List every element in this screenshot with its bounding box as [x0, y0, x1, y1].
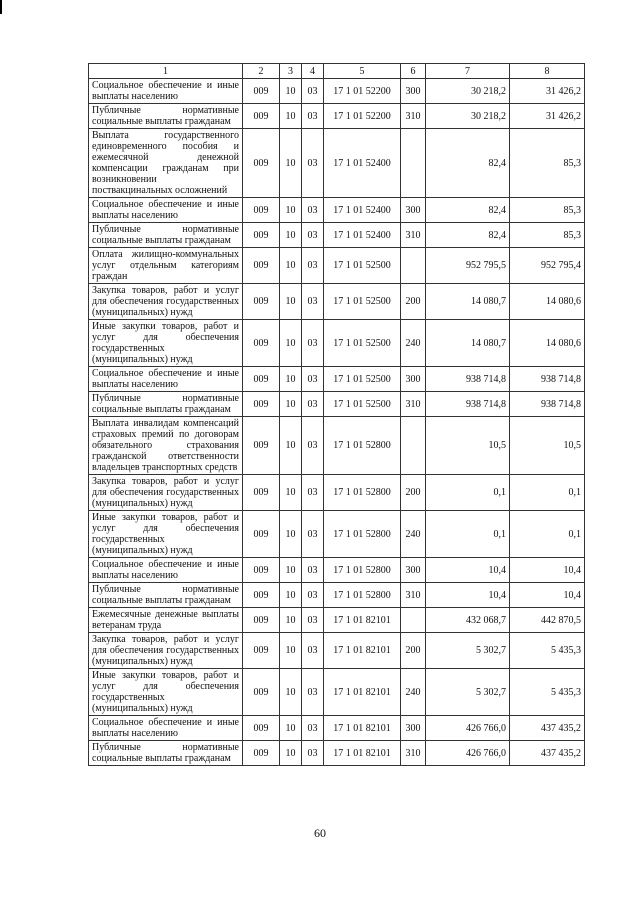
cell-amount-year-1: 0,1	[426, 475, 510, 511]
cell-section: 10	[280, 669, 302, 716]
table-row	[89, 320, 585, 367]
row-description: Оплата жилищно-коммунальных услуг отдельным категориям граждан	[89, 248, 243, 284]
cell-target-article: 17 1 01 82101	[324, 633, 401, 669]
cell-subsection: 03	[302, 129, 324, 198]
cell-amount-year-1: 82,4	[426, 198, 510, 223]
cell-expense-type: 310	[401, 741, 426, 766]
cell-amount-year-2: 85,3	[510, 198, 585, 223]
cell-expense-type: 300	[401, 198, 426, 223]
col-header-6: 6	[401, 64, 426, 79]
cell-amount-year-1: 426 766,0	[426, 716, 510, 741]
row-description: Публичные нормативные социальные выплаты гражданам	[89, 104, 243, 129]
table-row	[89, 417, 585, 475]
cell-amount-year-1: 938 714,8	[426, 367, 510, 392]
row-description: Иные закупки товаров, работ и услуг для обеспечения государственных (муниципальных) нужд	[89, 669, 243, 716]
cell-amount-year-2: 0,1	[510, 475, 585, 511]
table-row	[89, 198, 585, 223]
cell-target-article: 17 1 01 82101	[324, 741, 401, 766]
table-row	[89, 129, 585, 198]
cell-section: 10	[280, 320, 302, 367]
cell-expense-type: 300	[401, 79, 426, 104]
cell-target-article: 17 1 01 52500	[324, 248, 401, 284]
cell-ministry-code: 009	[243, 79, 280, 104]
cell-amount-year-1: 10,5	[426, 417, 510, 475]
cell-expense-type: 310	[401, 223, 426, 248]
row-description: Иные закупки товаров, работ и услуг для обеспечения государственных (муниципальных) нужд	[89, 511, 243, 558]
table-row	[89, 716, 585, 741]
cell-expense-type: 310	[401, 392, 426, 417]
cell-section: 10	[280, 198, 302, 223]
cell-section: 10	[280, 79, 302, 104]
row-description: Выплата государственного единовременного пособия и ежемесячной денежной компенсации гражданам при возникновении поствакцинальных осложнений	[89, 129, 243, 198]
cell-expense-type: 240	[401, 320, 426, 367]
cell-section: 10	[280, 741, 302, 766]
cell-ministry-code: 009	[243, 716, 280, 741]
cell-ministry-code: 009	[243, 129, 280, 198]
cell-expense-type: 200	[401, 633, 426, 669]
cell-section: 10	[280, 511, 302, 558]
cell-amount-year-2: 14 080,6	[510, 284, 585, 320]
cell-section: 10	[280, 417, 302, 475]
cell-amount-year-2: 938 714,8	[510, 367, 585, 392]
cell-amount-year-2: 952 795,4	[510, 248, 585, 284]
row-description: Социальное обеспечение и иные выплаты населению	[89, 79, 243, 104]
cell-section: 10	[280, 716, 302, 741]
cell-target-article: 17 1 01 52200	[324, 79, 401, 104]
cell-subsection: 03	[302, 104, 324, 129]
cell-expense-type: 300	[401, 558, 426, 583]
cell-expense-type: 300	[401, 367, 426, 392]
cell-subsection: 03	[302, 633, 324, 669]
cell-expense-type: 310	[401, 104, 426, 129]
table-row	[89, 583, 585, 608]
cell-subsection: 03	[302, 284, 324, 320]
cell-subsection: 03	[302, 558, 324, 583]
row-description: Закупка товаров, работ и услуг для обеспечения государственных (муниципальных) нужд	[89, 633, 243, 669]
col-header-7: 7	[426, 64, 510, 79]
cell-target-article: 17 1 01 52500	[324, 320, 401, 367]
cell-ministry-code: 009	[243, 248, 280, 284]
cell-amount-year-2: 10,4	[510, 558, 585, 583]
cell-section: 10	[280, 392, 302, 417]
cell-ministry-code: 009	[243, 511, 280, 558]
cell-amount-year-1: 30 218,2	[426, 104, 510, 129]
cell-amount-year-2: 5 435,3	[510, 669, 585, 716]
cell-target-article: 17 1 01 52800	[324, 558, 401, 583]
cell-amount-year-2: 14 080,6	[510, 320, 585, 367]
cell-section: 10	[280, 558, 302, 583]
cell-section: 10	[280, 367, 302, 392]
cell-amount-year-2: 437 435,2	[510, 741, 585, 766]
table-body	[89, 79, 585, 766]
cell-amount-year-2: 442 870,5	[510, 608, 585, 633]
cell-amount-year-2: 10,4	[510, 583, 585, 608]
cell-target-article: 17 1 01 52500	[324, 284, 401, 320]
cell-subsection: 03	[302, 79, 324, 104]
cell-section: 10	[280, 223, 302, 248]
cell-amount-year-1: 5 302,7	[426, 633, 510, 669]
cell-ministry-code: 009	[243, 367, 280, 392]
cell-amount-year-2: 938 714,8	[510, 392, 585, 417]
cell-amount-year-2: 31 426,2	[510, 79, 585, 104]
cell-section: 10	[280, 475, 302, 511]
cell-expense-type	[401, 129, 426, 198]
cell-amount-year-1: 14 080,7	[426, 284, 510, 320]
cell-expense-type	[401, 608, 426, 633]
col-header-2: 2	[243, 64, 280, 79]
row-description: Закупка товаров, работ и услуг для обеспечения государственных (муниципальных) нужд	[89, 475, 243, 511]
cell-subsection: 03	[302, 417, 324, 475]
cell-section: 10	[280, 104, 302, 129]
table-row	[89, 223, 585, 248]
cell-amount-year-1: 10,4	[426, 558, 510, 583]
cell-ministry-code: 009	[243, 633, 280, 669]
cell-ministry-code: 009	[243, 608, 280, 633]
table-row	[89, 475, 585, 511]
cell-target-article: 17 1 01 52400	[324, 129, 401, 198]
cell-subsection: 03	[302, 741, 324, 766]
cell-ministry-code: 009	[243, 104, 280, 129]
cell-target-article: 17 1 01 52400	[324, 198, 401, 223]
table-row	[89, 669, 585, 716]
col-header-4: 4	[302, 64, 324, 79]
cell-section: 10	[280, 608, 302, 633]
cell-amount-year-1: 14 080,7	[426, 320, 510, 367]
cell-ministry-code: 009	[243, 741, 280, 766]
table-row	[89, 79, 585, 104]
cell-subsection: 03	[302, 223, 324, 248]
cell-subsection: 03	[302, 583, 324, 608]
cell-expense-type: 200	[401, 475, 426, 511]
budget-table-container	[88, 63, 584, 766]
cell-ministry-code: 009	[243, 392, 280, 417]
budget-table	[88, 63, 585, 766]
scan-edge-mark	[0, 0, 2, 14]
page-number: 60	[314, 826, 326, 840]
cell-ministry-code: 009	[243, 198, 280, 223]
cell-expense-type	[401, 248, 426, 284]
cell-target-article: 17 1 01 82101	[324, 669, 401, 716]
row-description: Социальное обеспечение и иные выплаты населению	[89, 198, 243, 223]
cell-section: 10	[280, 633, 302, 669]
cell-section: 10	[280, 129, 302, 198]
cell-ministry-code: 009	[243, 475, 280, 511]
cell-target-article: 17 1 01 52400	[324, 223, 401, 248]
cell-target-article: 17 1 01 82101	[324, 716, 401, 741]
cell-amount-year-1: 952 795,5	[426, 248, 510, 284]
cell-amount-year-2: 31 426,2	[510, 104, 585, 129]
col-header-1: 1	[89, 64, 243, 79]
cell-expense-type: 240	[401, 669, 426, 716]
cell-amount-year-1: 5 302,7	[426, 669, 510, 716]
cell-target-article: 17 1 01 82101	[324, 608, 401, 633]
table-row	[89, 558, 585, 583]
cell-expense-type: 200	[401, 284, 426, 320]
cell-amount-year-2: 0,1	[510, 511, 585, 558]
table-row	[89, 741, 585, 766]
cell-amount-year-1: 30 218,2	[426, 79, 510, 104]
table-row	[89, 392, 585, 417]
cell-ministry-code: 009	[243, 320, 280, 367]
cell-subsection: 03	[302, 367, 324, 392]
cell-subsection: 03	[302, 511, 324, 558]
cell-subsection: 03	[302, 475, 324, 511]
cell-amount-year-2: 85,3	[510, 129, 585, 198]
table-row	[89, 104, 585, 129]
table-row	[89, 511, 585, 558]
col-header-5: 5	[324, 64, 401, 79]
cell-target-article: 17 1 01 52200	[324, 104, 401, 129]
cell-ministry-code: 009	[243, 558, 280, 583]
cell-amount-year-1: 426 766,0	[426, 741, 510, 766]
cell-subsection: 03	[302, 248, 324, 284]
row-description: Публичные нормативные социальные выплаты гражданам	[89, 583, 243, 608]
cell-amount-year-1: 938 714,8	[426, 392, 510, 417]
cell-subsection: 03	[302, 198, 324, 223]
cell-amount-year-1: 82,4	[426, 129, 510, 198]
table-row	[89, 284, 585, 320]
table-row	[89, 248, 585, 284]
cell-subsection: 03	[302, 608, 324, 633]
cell-section: 10	[280, 248, 302, 284]
cell-subsection: 03	[302, 669, 324, 716]
row-description: Иные закупки товаров, работ и услуг для обеспечения государственных (муниципальных) нужд	[89, 320, 243, 367]
table-row	[89, 633, 585, 669]
row-description: Социальное обеспечение и иные выплаты населению	[89, 367, 243, 392]
cell-amount-year-2: 10,5	[510, 417, 585, 475]
cell-subsection: 03	[302, 392, 324, 417]
col-header-8: 8	[510, 64, 585, 79]
cell-amount-year-2: 5 435,3	[510, 633, 585, 669]
table-row	[89, 367, 585, 392]
cell-expense-type: 310	[401, 583, 426, 608]
cell-subsection: 03	[302, 716, 324, 741]
cell-target-article: 17 1 01 52800	[324, 583, 401, 608]
cell-ministry-code: 009	[243, 223, 280, 248]
cell-ministry-code: 009	[243, 583, 280, 608]
cell-ministry-code: 009	[243, 284, 280, 320]
cell-target-article: 17 1 01 52500	[324, 392, 401, 417]
cell-amount-year-1: 0,1	[426, 511, 510, 558]
row-description: Социальное обеспечение и иные выплаты населению	[89, 716, 243, 741]
cell-section: 10	[280, 583, 302, 608]
row-description: Выплата инвалидам компенсаций страховых премий по договорам обязательного страхования гражданской ответственности владельцев транспортных средств	[89, 417, 243, 475]
cell-amount-year-1: 432 068,7	[426, 608, 510, 633]
col-header-3: 3	[280, 64, 302, 79]
row-description: Публичные нормативные социальные выплаты гражданам	[89, 223, 243, 248]
cell-target-article: 17 1 01 52800	[324, 475, 401, 511]
row-description: Публичные нормативные социальные выплаты гражданам	[89, 392, 243, 417]
row-description: Закупка товаров, работ и услуг для обеспечения государственных (муниципальных) нужд	[89, 284, 243, 320]
cell-target-article: 17 1 01 52500	[324, 367, 401, 392]
cell-expense-type: 300	[401, 716, 426, 741]
cell-target-article: 17 1 01 52800	[324, 417, 401, 475]
cell-amount-year-1: 10,4	[426, 583, 510, 608]
cell-expense-type: 240	[401, 511, 426, 558]
cell-amount-year-2: 85,3	[510, 223, 585, 248]
cell-expense-type	[401, 417, 426, 475]
cell-ministry-code: 009	[243, 669, 280, 716]
cell-amount-year-2: 437 435,2	[510, 716, 585, 741]
cell-target-article: 17 1 01 52800	[324, 511, 401, 558]
cell-amount-year-1: 82,4	[426, 223, 510, 248]
cell-subsection: 03	[302, 320, 324, 367]
row-description: Ежемесячные денежные выплаты ветеранам труда	[89, 608, 243, 633]
row-description: Социальное обеспечение и иные выплаты населению	[89, 558, 243, 583]
cell-section: 10	[280, 284, 302, 320]
header-row	[89, 64, 585, 79]
table-row	[89, 608, 585, 633]
cell-ministry-code: 009	[243, 417, 280, 475]
row-description: Публичные нормативные социальные выплаты гражданам	[89, 741, 243, 766]
